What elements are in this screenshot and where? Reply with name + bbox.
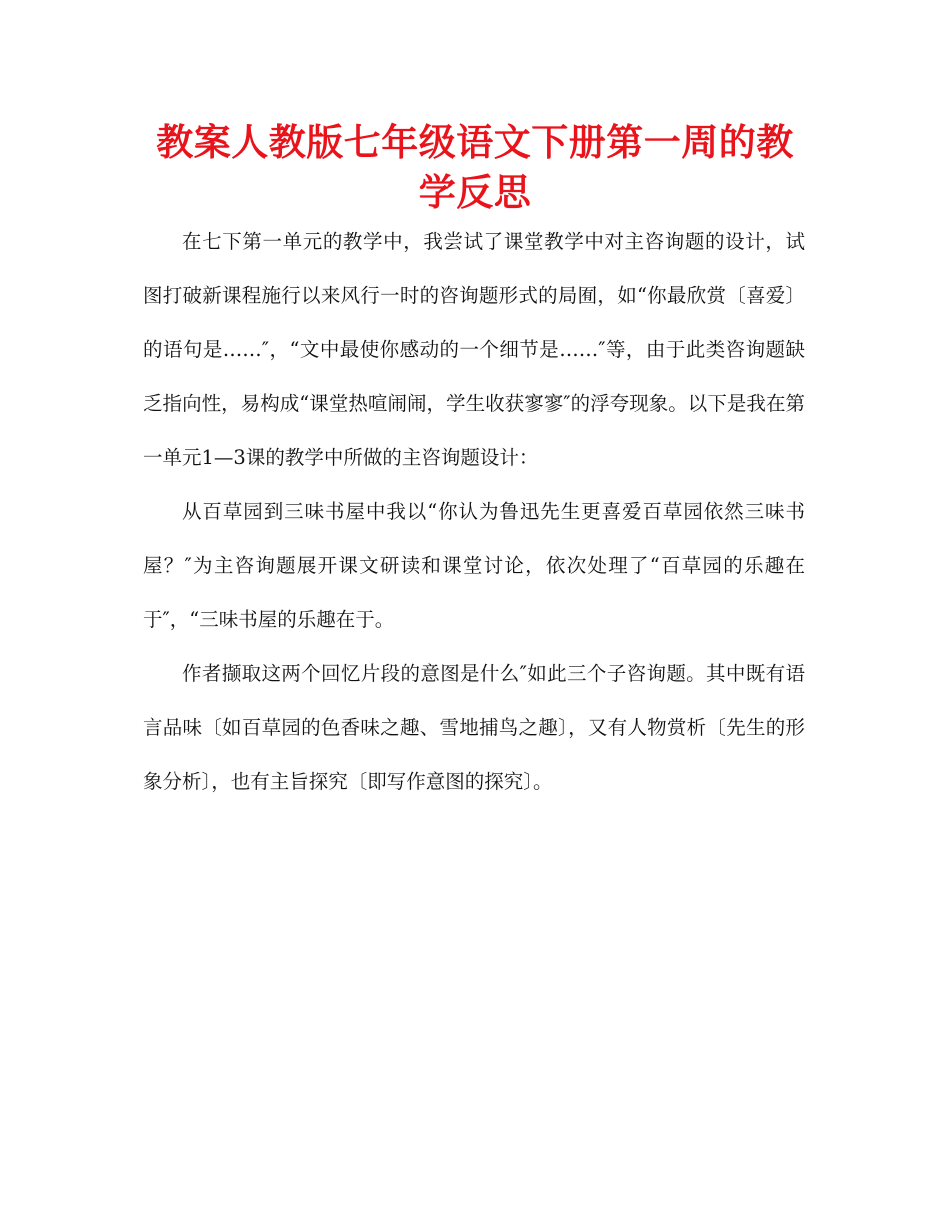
paragraph-3: 作者撷取这两个回忆片段的意图是什么″如此三个子咨询题。其中既有语言品味〔如百草园的色香味之趣、雪地捕鸟之趣〕，又有人物赏析〔先生的形象分析〕，也有主旨探究〔即写作意图的探究〕。 bbox=[143, 662, 805, 793]
paragraph-1: 在七下第一单元的教学中，我尝试了课堂教学中对主咨询题的设计，试图打破新课程施行以来风行一时的咨询题形式的局囿，如“你最欣赏〔喜爱〕的语句是……″，“文中最使你感动的一个细节是……″等，由于此类咨询题缺乏指向性，易构成“课堂热喧闹闹，学生收获寥寥″的浮夸现象。以下是我在第一单元1—3课的教学中所做的主咨询题设计： bbox=[143, 230, 805, 469]
paragraph-2: 从百草园到三味书屋中我以“你认为鲁迅先生更喜爱百草园依然三味书屋？″为主咨询题展开课文研读和课堂讨论，依次处理了“百草园的乐趣在于″，“三味书屋的乐趣在于。 bbox=[143, 500, 805, 631]
document-title: 教案人教版七年级语文下册第一周的教学反思 bbox=[156, 121, 794, 214]
document-body bbox=[143, 215, 805, 809]
